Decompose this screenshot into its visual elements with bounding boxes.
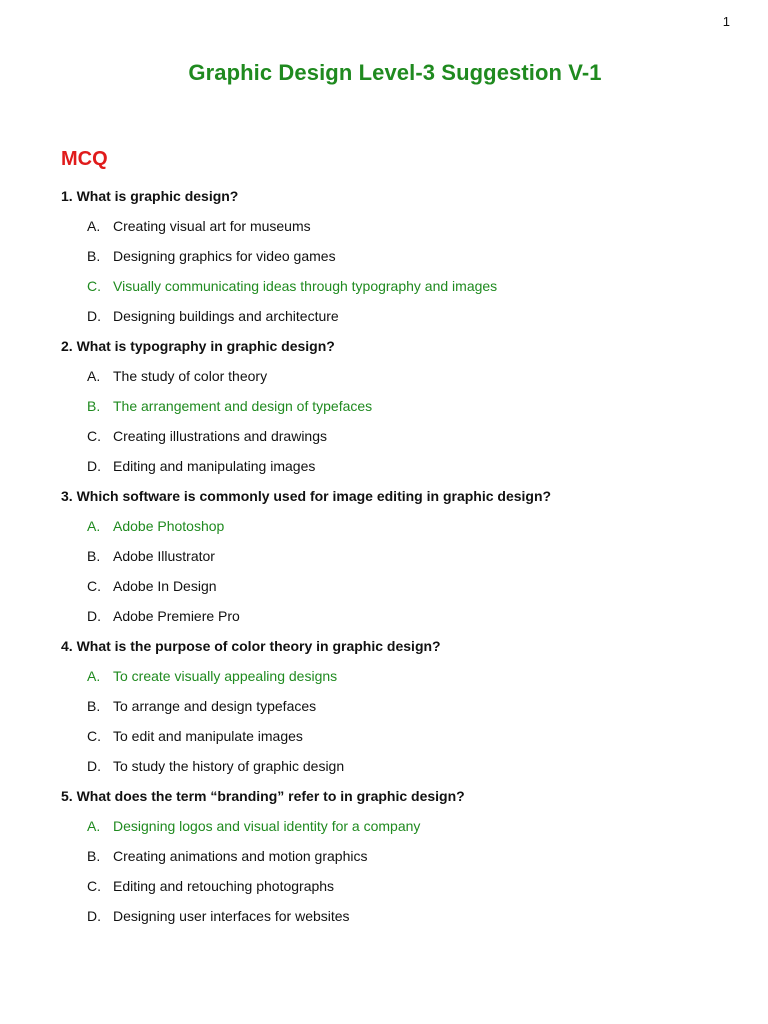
correct-answer-option xyxy=(0,664,768,694)
option-letter: B. xyxy=(87,248,101,264)
option-text: Adobe In Design xyxy=(113,578,217,594)
option-letter: A. xyxy=(87,368,101,384)
option-letter: B. xyxy=(87,398,101,414)
question-text: 3. Which software is commonly used for image editing in graphic design? xyxy=(61,488,552,504)
answer-option xyxy=(0,454,768,484)
option-letter: C. xyxy=(87,728,101,744)
question-3 xyxy=(0,484,768,634)
option-text: To arrange and design typefaces xyxy=(113,698,317,714)
answer-option xyxy=(0,244,768,274)
option-text: Designing user interfaces for websites xyxy=(113,908,350,924)
answer-option xyxy=(0,724,768,754)
question-4 xyxy=(0,634,768,784)
answer-option xyxy=(0,904,768,934)
option-text: To edit and manipulate images xyxy=(113,728,303,744)
option-text: Creating illustrations and drawings xyxy=(113,428,327,444)
answer-options xyxy=(0,664,768,784)
correct-answer-option xyxy=(0,814,768,844)
correct-answer-option xyxy=(0,274,768,304)
option-letter: C. xyxy=(87,278,101,294)
question-text: 1. What is graphic design? xyxy=(61,188,239,204)
correct-answer-option xyxy=(0,514,768,544)
correct-answer-option xyxy=(0,394,768,424)
option-text: Creating animations and motion graphics xyxy=(113,848,368,864)
option-letter: A. xyxy=(87,668,101,684)
answer-option xyxy=(0,364,768,394)
answer-options xyxy=(0,814,768,934)
option-text: Adobe Photoshop xyxy=(113,518,225,534)
section-heading: MCQ xyxy=(61,148,108,170)
answer-option xyxy=(0,544,768,574)
option-text: Creating visual art for museums xyxy=(113,218,311,234)
option-text: Designing buildings and architecture xyxy=(113,308,339,324)
question-text: 5. What does the term “branding” refer to in graphic design? xyxy=(61,788,465,804)
page-number: 1 xyxy=(722,14,730,29)
option-letter: D. xyxy=(87,458,101,474)
option-text: Editing and retouching photographs xyxy=(113,878,335,894)
option-letter: A. xyxy=(87,818,101,834)
option-letter: B. xyxy=(87,698,101,714)
answer-options xyxy=(0,364,768,484)
option-letter: D. xyxy=(87,758,101,774)
option-text: Designing logos and visual identity for a company xyxy=(113,818,421,834)
option-letter: B. xyxy=(87,848,101,864)
document-title: Graphic Design Level-3 Suggestion V-1 xyxy=(188,60,602,85)
option-letter: B. xyxy=(87,548,101,564)
option-text: The study of color theory xyxy=(113,368,268,384)
option-letter: A. xyxy=(87,518,101,534)
option-text: Editing and manipulating images xyxy=(113,458,316,474)
question-text: 2. What is typography in graphic design? xyxy=(61,338,335,354)
option-letter: D. xyxy=(87,308,101,324)
answer-options xyxy=(0,514,768,634)
option-text: Designing graphics for video games xyxy=(113,248,336,264)
answer-option xyxy=(0,754,768,784)
option-text: Visually communicating ideas through typography and images xyxy=(113,278,498,294)
answer-option xyxy=(0,874,768,904)
option-text: To create visually appealing designs xyxy=(113,668,338,684)
option-text: The arrangement and design of typefaces xyxy=(113,398,373,414)
question-2 xyxy=(0,334,768,484)
answer-options xyxy=(0,214,768,334)
question-list xyxy=(0,184,768,934)
option-letter: C. xyxy=(87,428,101,444)
option-text: To study the history of graphic design xyxy=(113,758,345,774)
question-5 xyxy=(0,784,768,934)
option-letter: C. xyxy=(87,878,101,894)
option-letter: C. xyxy=(87,578,101,594)
answer-option xyxy=(0,604,768,634)
answer-option xyxy=(0,424,768,454)
answer-option xyxy=(0,214,768,244)
answer-option xyxy=(0,304,768,334)
option-text: Adobe Premiere Pro xyxy=(113,608,240,624)
answer-option xyxy=(0,844,768,874)
option-letter: A. xyxy=(87,218,101,234)
question-text: 4. What is the purpose of color theory in graphic design? xyxy=(61,638,441,654)
option-letter: D. xyxy=(87,608,101,624)
answer-option xyxy=(0,694,768,724)
option-text: Adobe Illustrator xyxy=(113,548,215,564)
option-letter: D. xyxy=(87,908,101,924)
answer-option xyxy=(0,574,768,604)
question-1 xyxy=(0,184,768,334)
